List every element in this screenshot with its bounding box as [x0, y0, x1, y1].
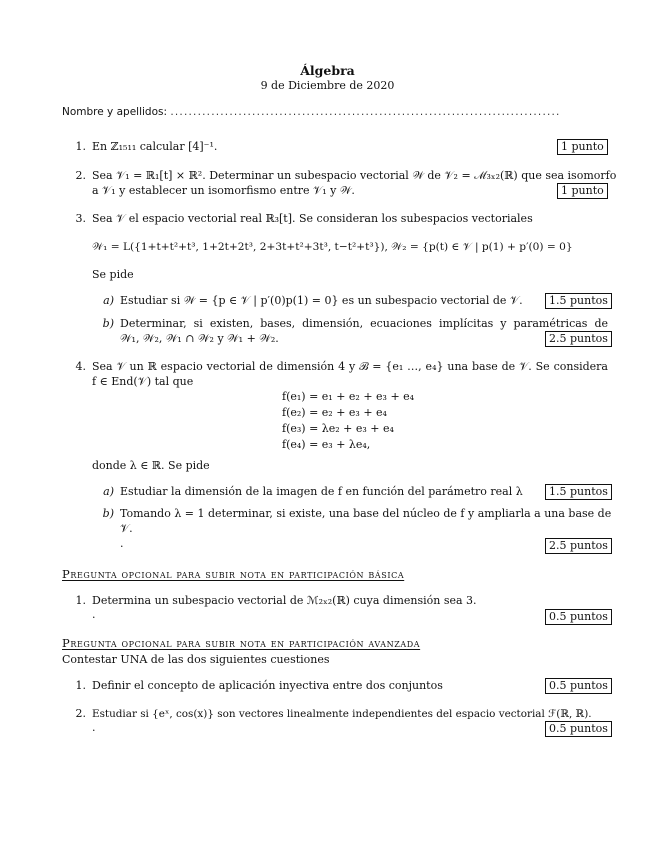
optional-advanced-2-score: 0.5 puntos: [545, 721, 612, 737]
question-3-formula: 𝒲₁ = L({1+t+t²+t³, 1+2t+2t³, 2+3t+t²+3t³, t−t²+t³}), 𝒲₂ = {p(t) ∈ 𝒱 | p(1) + p′(0) = 0}: [92, 241, 573, 253]
optional-advanced-2-number: 2.: [75, 707, 86, 720]
equation-3: f(e₃) = λe₂ + e₃ + e₄: [282, 422, 394, 435]
question-4-line2: f ∈ End(𝒱) tal que: [92, 375, 194, 388]
optional-basic-heading: Pregunta opcional para subir nota en participación básica: [62, 567, 405, 581]
question-2-line2: a 𝒱₁ y establecer un isomorfismo entre 𝒱₁ y 𝒲.: [92, 184, 355, 197]
optional-basic-number: 1.: [75, 594, 86, 607]
optional-basic-text: Determina un subespacio vectorial de ℳ₂ₓ₂(ℝ) cuya dimensión sea 3.: [92, 594, 477, 607]
name-label: Nombre y apellidos:: [62, 106, 168, 118]
question-3-intro: Sea 𝒱 el espacio vectorial real ℝ₃[t]. Se consideran los subespacios vectoriales: [92, 212, 533, 225]
question-4a-text: Estudiar la dimensión de la imagen de f en función del parámetro real λ: [120, 485, 523, 498]
question-1-number: 1.: [75, 140, 86, 153]
question-3-se-pide: Se pide: [92, 268, 134, 281]
question-4a-score: 1.5 puntos: [545, 484, 612, 500]
equation-2: f(e₂) = e₂ + e₃ + e₄: [282, 406, 387, 419]
optional-advanced-1-score: 0.5 puntos: [545, 678, 612, 694]
question-3b-score: 2.5 puntos: [545, 331, 612, 347]
question-4b-label: b): [102, 507, 114, 520]
question-4a-label: a): [103, 485, 114, 498]
optional-advanced-1-number: 1.: [75, 679, 86, 692]
question-4-equations: [282, 389, 414, 453]
question-3a-text: Estudiar si 𝒲 = {p ∈ 𝒱 | p′(0)p(1) = 0} es un subespacio vectorial de 𝒱.: [120, 294, 523, 307]
equation-4: f(e₄) = e₃ + λe₄,: [282, 438, 371, 451]
optional-advanced-2-text: Estudiar si {eˣ, cos(x)} son vectores linealmente independientes del espacio vectorial ℱ(ℝ, ℝ).: [92, 708, 592, 720]
optional-basic-dot: .: [92, 608, 96, 621]
question-4-donde: donde λ ∈ ℝ. Se pide: [92, 459, 210, 472]
exam-date: 9 de Diciembre de 2020: [260, 79, 395, 92]
question-4b-line2: 𝒱.: [120, 522, 133, 535]
question-2-line1: Sea 𝒱₁ = ℝ₁[t] × ℝ². Determinar un subespacio vectorial 𝒲 de 𝒱₂ = ℳ₃ₓ₂(ℝ) que sea isomorfo: [92, 169, 617, 182]
question-2-number: 2.: [75, 169, 86, 182]
name-dots: ......................................................................................: [170, 106, 561, 118]
optional-basic-score: 0.5 puntos: [545, 609, 612, 625]
question-3-number: 3.: [75, 212, 86, 225]
question-1-score: 1 punto: [557, 139, 608, 155]
question-3b-line1: Determinar, si existen, bases, dimensión, ecuaciones implícitas y paramétricas de: [120, 317, 608, 330]
question-3b-line2: 𝒲₁, 𝒲₂, 𝒲₁ ∩ 𝒲₂ y 𝒲₁ + 𝒲₂.: [120, 332, 279, 345]
question-4-line1: Sea 𝒱 un ℝ espacio vectorial de dimensión 4 y ℬ = {e₁ …, e₄} una base de 𝒱. Se considera: [92, 360, 608, 373]
optional-advanced-heading: Pregunta opcional para subir nota en participación avanzada: [62, 636, 421, 650]
question-3b-label: b): [102, 317, 114, 330]
equation-1: f(e₁) = e₁ + e₂ + e₃ + e₄: [282, 390, 415, 403]
question-4-number: 4.: [75, 360, 86, 373]
page-title: Álgebra: [300, 63, 355, 78]
optional-advanced-2-dot: .: [92, 721, 96, 734]
question-3a-label: a): [103, 294, 114, 307]
optional-advanced-intro: Contestar UNA de las dos siguientes cuestiones: [62, 653, 330, 666]
question-4b-score: 2.5 puntos: [545, 538, 612, 554]
question-4b-line3: .: [120, 537, 124, 550]
question-2-score: 1 punto: [557, 183, 608, 199]
optional-advanced-1-text: Definir el concepto de aplicación inyectiva entre dos conjuntos: [92, 679, 443, 692]
name-field: [62, 106, 608, 118]
question-3a-score: 1.5 puntos: [545, 293, 612, 309]
question-1-text: En ℤ₁₅₁₁ calcular [4]⁻¹.: [92, 140, 218, 153]
question-4b-line1: Tomando λ = 1 determinar, si existe, una base del núcleo de f y ampliarla a una base de: [120, 507, 612, 520]
